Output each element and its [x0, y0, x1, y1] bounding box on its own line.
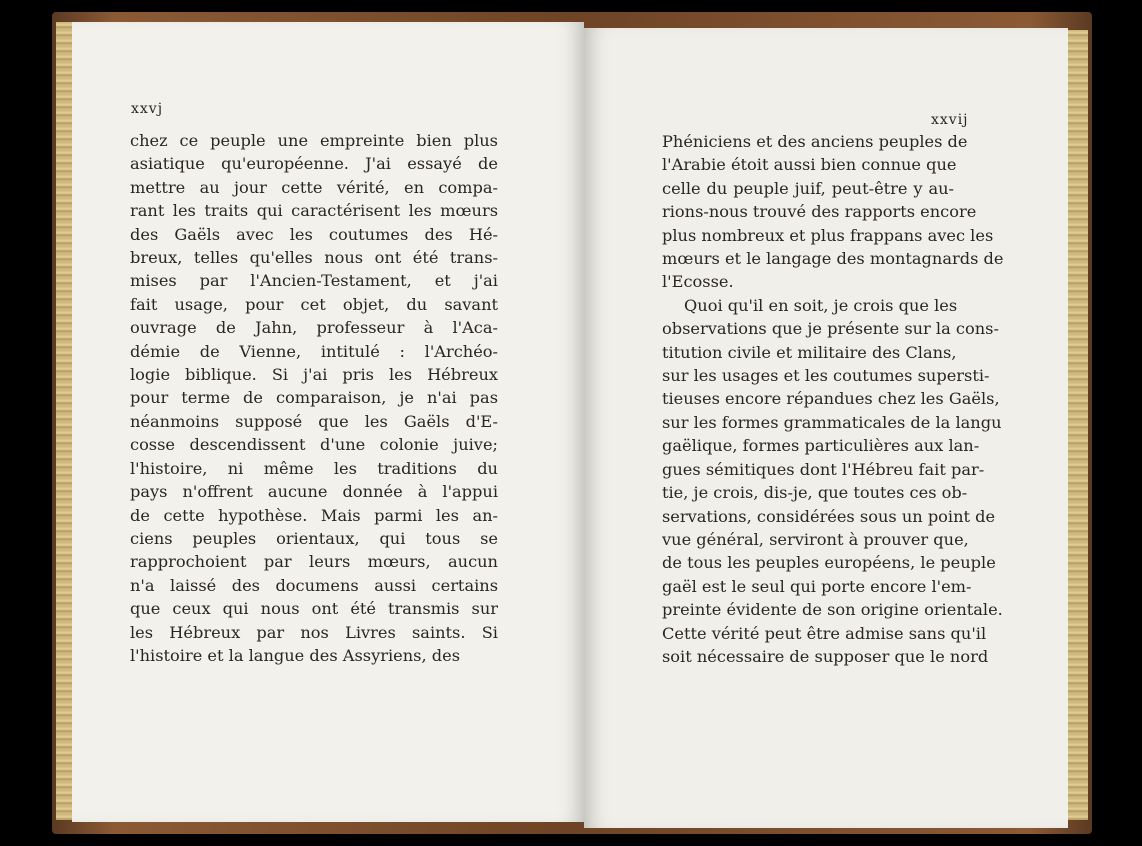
text-line: gues sémitiques dont l'Hébreu fait par- — [662, 459, 985, 479]
text-line: n'a laissé des documens aussi certains — [130, 575, 498, 595]
text-line: fait usage, pour cet objet, du savant — [130, 294, 498, 314]
left-page-text — [130, 129, 498, 667]
text-line: de tous les peuples européens, le peuple — [662, 553, 996, 573]
left-page-number: xxvj — [131, 101, 164, 117]
text-line: celle du peuple juif, peut-être y au- — [662, 178, 954, 198]
text-line: tie, je crois, dis-je, que toutes ces ob- — [662, 483, 968, 503]
text-line: vue général, serviront à prouver que, — [662, 529, 969, 549]
text-line: Quoi qu'il en soit, je crois que les — [684, 295, 958, 315]
right-page-number: xxvij — [931, 112, 969, 128]
text-line: ouvrage de Jahn, professeur à l'Aca- — [130, 318, 498, 338]
text-line: chez ce peuple une empreinte bien plus — [130, 131, 498, 150]
text-line: rant les traits qui caractérisent les mœurs — [130, 201, 498, 221]
text-line: des Gaëls avec les coutumes des Hé- — [130, 224, 498, 244]
text-line: l'Ecosse. — [662, 272, 734, 292]
text-line: mœurs et le langage des montagnards de — [662, 249, 1004, 269]
text-line: gaëlique, formes particulières aux lan- — [662, 436, 980, 456]
text-line: Phéniciens et des anciens peuples de — [662, 132, 968, 151]
text-line: l'histoire et la langue des Assyriens, des — [130, 645, 461, 665]
text-line: asiatique qu'européenne. J'ai essayé de — [130, 154, 498, 174]
text-line: rapprochoient par leurs mœurs, aucun — [130, 552, 498, 572]
right-page-edges — [1068, 30, 1088, 820]
text-line: sur les formes grammaticales de la langu — [662, 412, 1002, 432]
text-line: mettre au jour cette vérité, en compa- — [130, 177, 498, 197]
text-line: titution civile et militaire des Clans, — [662, 342, 957, 362]
text-line: démie de Vienne, intitulé : l'Archéo- — [130, 341, 498, 361]
text-line: observations que je présente sur la cons- — [662, 319, 999, 339]
text-line: gaël est le seul qui porte encore l'em- — [662, 576, 972, 596]
text-line: plus nombreux et plus frappans avec les — [662, 225, 994, 245]
text-line: rions-nous trouvé des rapports encore — [662, 202, 977, 222]
text-line: soit nécessaire de supposer que le nord — [662, 646, 989, 666]
text-line: breux, telles qu'elles nous ont été trans- — [130, 248, 498, 268]
text-line: de cette hypothèse. Mais parmi les an- — [130, 505, 498, 525]
text-line: mises par l'Ancien-Testament, et j'ai — [130, 271, 498, 291]
text-line: logie biblique. Si j'ai pris les Hébreux — [130, 365, 498, 385]
text-line: l'histoire, ni même les traditions du — [130, 458, 498, 478]
text-line: preinte évidente de son origine orientale. — [662, 600, 1003, 620]
text-line: cosse descendissent d'une colonie juive; — [130, 435, 498, 455]
text-line: l'Arabie étoit aussi bien connue que — [662, 155, 957, 175]
text-line: que ceux qui nous ont été transmis sur — [130, 599, 498, 619]
text-line: ciens peuples orientaux, qui tous se — [130, 528, 498, 548]
text-line: pays n'offrent aucune donnée à l'appui — [130, 482, 498, 502]
text-line: sur les usages et les coutumes supersti- — [662, 366, 990, 386]
text-line: néanmoins supposé que les Gaëls d'E- — [130, 411, 498, 431]
text-line: servations, considérées sous un point de — [662, 506, 996, 526]
text-line: tieuses encore répandues chez les Gaëls, — [662, 389, 1000, 409]
text-line: Cette vérité peut être admise sans qu'il — [662, 623, 987, 643]
text-line: les Hébreux par nos Livres saints. Si — [130, 622, 498, 642]
text-line: pour terme de comparaison, je n'ai pas — [130, 388, 498, 408]
right-page-text — [662, 130, 1004, 668]
